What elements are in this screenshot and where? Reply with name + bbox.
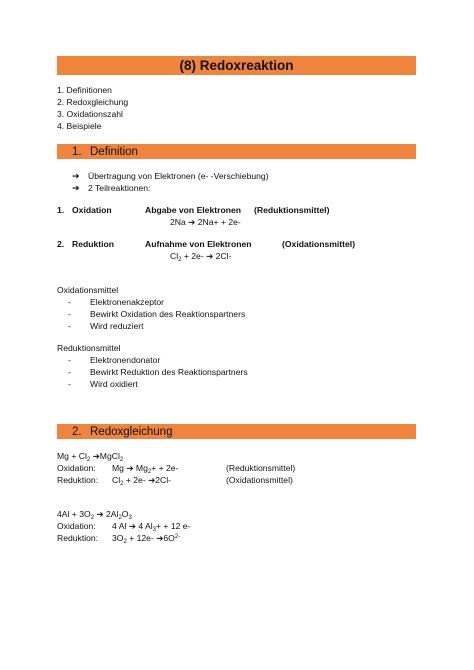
equation-oxidation: 2Na ➔ 2Na+ + 2e- [170, 217, 241, 227]
half-reaction-role: (Oxidationsmittel) [226, 475, 293, 485]
reaction-arrow-icon: ➔ [206, 251, 214, 261]
half-reaction-equation: $3O_2 + 12e-$ $➔6O^{2-}$ [112, 533, 181, 545]
row-role: (Reduktionsmittel) [254, 205, 330, 215]
group-title: Oxidationsmittel [57, 285, 119, 295]
section-heading: Definition [90, 145, 138, 158]
reaction-arrow-icon: ➔ [92, 451, 100, 461]
toc-item: 3. Oxidationszahl [57, 109, 123, 119]
title-bar [57, 56, 416, 75]
overall-equation: $4Al + 3O_2$ ➔ $2Al_2O_3$ [57, 509, 132, 521]
row-term: Reduktion [72, 239, 115, 249]
row-role: (Oxidationsmittel) [282, 239, 356, 249]
section-number: 1. [72, 145, 82, 158]
list-item: - Elektronendonator [68, 355, 161, 365]
toc-item: 4. Beispiele [57, 121, 102, 131]
section-header-redoxgleichung [57, 424, 416, 439]
reaction-arrow-icon: ➔ [148, 475, 156, 485]
group-title: Reduktionsmittel [57, 343, 121, 353]
reaction-arrow-icon: ➔ [96, 509, 104, 519]
half-reaction-equation: $Cl_2 + 2e-$ ➔2Cl- [112, 475, 172, 487]
half-reaction-label: Reduktion: [57, 475, 99, 485]
half-reaction-label: Reduktion: [57, 533, 99, 543]
row-number: 1. [57, 205, 65, 215]
section-number: 2. [72, 425, 82, 438]
list-item: - Bewirkt Reduktion des Reaktionspartners [68, 367, 248, 377]
reaction-arrow-icon: ➔ [128, 521, 136, 531]
row-term: Oxidation [72, 205, 112, 215]
row-description: Aufnahme von Elektronen [145, 239, 252, 249]
right-arrow-icon: ➔ [72, 183, 80, 193]
toc-item: 1. Definitionen [57, 85, 112, 95]
list-item: - Wird oxidiert [68, 379, 138, 389]
list-item: - Wird reduziert [68, 321, 144, 331]
half-reaction-equation: Mg ➔ $Mg_2+ + 2e-$ [112, 463, 179, 475]
row-description: Abgabe von Elektronen [145, 205, 241, 215]
section-header-definition [57, 144, 416, 159]
reaction-arrow-icon: ➔ [126, 463, 134, 473]
bullet-line: ➔ Übertragung von Elektronen (e- -Verschiebung) [72, 171, 269, 181]
right-arrow-icon: ➔ [72, 171, 80, 181]
half-reaction-label: Oxidation: [57, 521, 96, 531]
reaction-arrow-icon: ➔ [188, 217, 196, 227]
half-reaction-equation: 4 Al ➔ 4 $Al_3+ + 12$ e- [112, 521, 191, 533]
half-reaction-label: Oxidation: [57, 463, 96, 473]
equation-reduction: $Cl_2 + 2e-$ ➔ 2Cl- [170, 251, 232, 263]
bullet-line: ➔ 2 Teilreaktionen: [72, 183, 151, 193]
reaction-arrow-icon: ➔ [156, 533, 164, 543]
page-title: (8) Redoxreaktion [179, 58, 294, 73]
list-item: - Elektronenakzeptor [68, 297, 165, 307]
toc-item: 2. Redoxgleichung [57, 97, 129, 107]
section-heading: Redoxgleichung [90, 425, 173, 438]
list-item: - Bewirkt Oxidation des Reaktionspartners [68, 309, 246, 319]
row-number: 2. [57, 239, 65, 249]
overall-equation: $Mg + Cl_2$ ➔MgCl$_2$ [57, 451, 124, 463]
half-reaction-role: (Reduktionsmittel) [226, 463, 296, 473]
